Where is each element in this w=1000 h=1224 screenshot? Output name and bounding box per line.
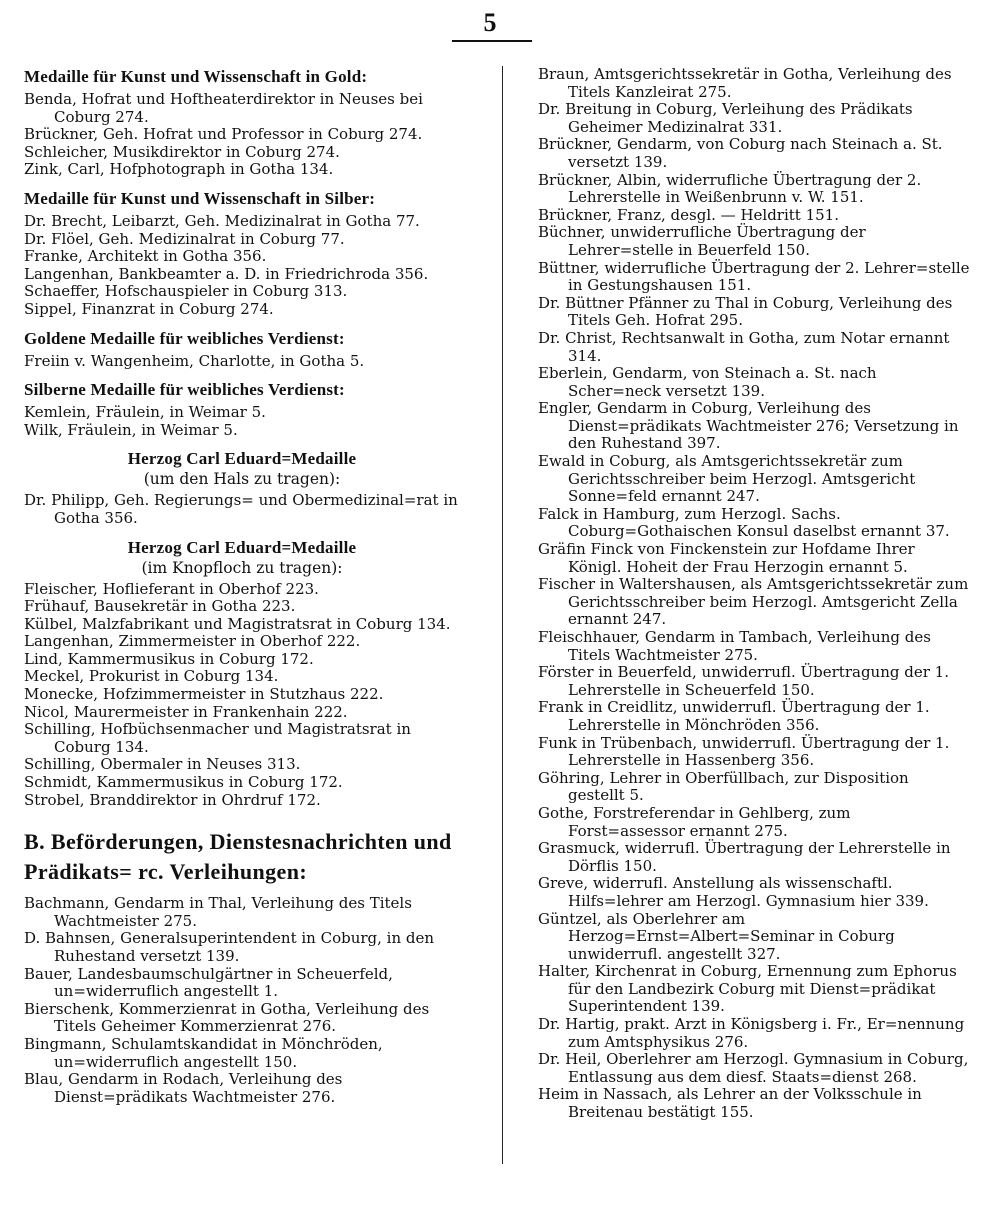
list-entry: Brückner, Franz, desgl. — Heldritt 151. <box>538 205 839 224</box>
list-entry: Dr. Christ, Rechtsanwalt in Gotha, zum Notar ernannt 314. <box>538 328 950 365</box>
list-entry: Halter, Kirchenrat in Coburg, Ernennung zum Ephorus für den Landbezirk Coburg mit Dienst=prädikat Superintendent 139. <box>538 962 957 1016</box>
page-number-rule <box>452 40 532 42</box>
section-heading-silver-female-merit: Silberne Medaille für weibliches Verdienst: <box>24 380 345 400</box>
list-entry: Zink, Carl, Hofphotograph in Gotha 134. <box>24 160 334 179</box>
list-entry: Dr. Philipp, Geh. Regierungs= und Obermedizinal=rat in Gotha 356. <box>24 491 458 527</box>
list-entry: Strobel, Branddirektor in Ohrdruf 172. <box>24 790 321 809</box>
page-number: 5 <box>483 8 497 37</box>
list-entry: Schaeffer, Hofschauspieler in Coburg 313. <box>24 282 348 301</box>
list-entry: D. Bahnsen, Generalsuperintendent in Coburg, in den Ruhestand versetzt 139. <box>24 929 435 965</box>
list-entry: Fischer in Waltershausen, als Amtsgerichtssekretär zum Gerichtsschreiber beim Herzogl. Amtsgericht Zella ernannt 247. <box>538 575 969 629</box>
list-entry: Braun, Amtsgerichtssekretär in Gotha, Verleihung des Titels Kanzleirat 275. <box>538 65 952 101</box>
list-entry: Langenhan, Zimmermeister in Oberhof 222. <box>24 632 361 651</box>
column-divider <box>502 66 503 1164</box>
list-entry: Frühauf, Bausekretär in Gotha 223. <box>24 597 296 616</box>
list-entry: Dr. Brecht, Leibarzt, Geh. Medizinalrat in Gotha 77. <box>24 211 420 230</box>
list-entry: Heim in Nassach, als Lehrer an der Volksschule in Breitenau bestätigt 155. <box>538 1085 922 1122</box>
list-entry: Blau, Gendarm in Rodach, Verleihung des Dienst=prädikats Wachtmeister 276. <box>24 1070 343 1106</box>
list-entry: Freiin v. Wangenheim, Charlotte, in Gotha 5. <box>24 351 365 370</box>
list-entry: Benda, Hofrat und Hoftheaterdirektor in Neuses bei Coburg 274. <box>24 90 423 126</box>
list-entry: Eberlein, Gendarm, von Steinach a. St. nach Scher=neck versetzt 139. <box>538 364 877 400</box>
list-entry: Schilling, Obermaler in Neuses 313. <box>24 755 301 774</box>
list-entry: Dr. Flöel, Geh. Medizinalrat in Coburg 77. <box>24 229 345 248</box>
right-column <box>538 66 970 1122</box>
list-entry: Dr. Breitung in Coburg, Verleihung des Prädikats Geheimer Medizinalrat 331. <box>538 100 913 136</box>
list-entry: Meckel, Prokurist in Coburg 134. <box>24 667 279 686</box>
list-entry: Fleischhauer, Gendarm in Tambach, Verleihung des Titels Wachtmeister 275. <box>538 628 931 664</box>
list-entry: Schleicher, Musikdirektor in Coburg 274. <box>24 142 340 161</box>
list-entry: Wilk, Fräulein, in Weimar 5. <box>24 420 238 439</box>
list-entry: Bierschenk, Kommerzienrat in Gotha, Verleihung des Titels Geheimer Kommerzienrat 276. <box>24 999 430 1036</box>
list-entry: Lind, Kammermusikus in Coburg 172. <box>24 649 314 668</box>
list-entry: Brückner, Geh. Hofrat und Professor in Coburg 274. <box>24 125 423 144</box>
list-entry: Falck in Hamburg, zum Herzogl. Sachs. Coburg=Gothaischen Konsul daselbst ernannt 37. <box>538 504 950 541</box>
list-entry: Brückner, Gendarm, von Coburg nach Steinach a. St. versetzt 139. <box>538 135 943 171</box>
list-entry: Dr. Heil, Oberlehrer am Herzogl. Gymnasium in Coburg, Entlassung aus dem diesf. Staats=dienst 268. <box>538 1050 969 1086</box>
list-entry: Dr. Büttner Pfänner zu Thal in Coburg, Verleihung des Titels Geh. Hofrat 295. <box>538 293 953 330</box>
list-entry: Güntzel, als Oberlehrer am Herzog=Ernst=Albert=Seminar in Coburg unwiderrufl. angestellt 327. <box>538 909 895 963</box>
section-title-b: B. Beförderungen, Dienstesnachrichten und Prädikats= rc. Verleihungen: <box>24 829 452 885</box>
list-entry: Förster in Beuerfeld, unwiderrufl. Übertragung der 1. Lehrerstelle in Scheuerfeld 150. <box>538 663 949 699</box>
list-entry: Bauer, Landesbaumschulgärtner in Scheuerfeld, un=widerruflich angestellt 1. <box>24 964 393 1001</box>
list-entry: Gräfin Finck von Finckenstein zur Hofdame Ihrer Königl. Hoheit der Frau Herzogin ernannt 5. <box>538 540 915 576</box>
list-entry: Ewald in Coburg, als Amtsgerichtssekretär zum Gerichtsschreiber beim Herzogl. Amtsgericht Sonne=feld ernannt 247. <box>538 452 916 506</box>
list-entry: Grasmuck, widerrufl. Übertragung der Lehrerstelle in Dörflis 150. <box>538 839 951 875</box>
list-entry: Büttner, widerrufliche Übertragung der 2. Lehrer=stelle in Gestungshausen 151. <box>538 258 970 295</box>
left-column <box>24 66 460 1106</box>
list-entry: Engler, Gendarm in Coburg, Verleihung des Dienst=prädikats Wachtmeister 276; Versetzung in den Ruhestand 397. <box>538 399 959 453</box>
list-entry: Franke, Architekt in Gotha 356. <box>24 247 267 266</box>
section-heading-gold-medal: Medaille für Kunst und Wissenschaft in Gold: <box>24 67 368 86</box>
section-heading-silver-medal: Medaille für Kunst und Wissenschaft in Silber: <box>24 188 376 208</box>
section-heading-gold-female-merit: Goldene Medaille für weibliches Verdienst: <box>24 328 345 348</box>
list-entry: Schilling, Hofbüchsenmacher und Magistratsrat in Coburg 134. <box>24 720 411 756</box>
list-entry: Greve, widerrufl. Anstellung als wissenschaftl. Hilfs=lehrer am Herzogl. Gymnasium hier 339. <box>538 874 929 910</box>
list-entry: Funk in Trübenbach, unwiderrufl. Übertragung der 1. Lehrerstelle in Hassenberg 356. <box>538 733 950 770</box>
list-entry: Kemlein, Fräulein, in Weimar 5. <box>24 403 266 422</box>
section-subheading: (um den Hals zu tragen): <box>143 470 341 489</box>
list-entry: Fleischer, Hoflieferant in Oberhof 223. <box>24 579 319 598</box>
section-heading-carl-eduard-medal-neck: Herzog Carl Eduard=Medaille <box>127 449 357 469</box>
list-entry: Göhring, Lehrer in Oberfüllbach, zur Disposition gestellt 5. <box>538 768 909 805</box>
list-entry: Nicol, Maurermeister in Frankenhain 222. <box>24 702 348 721</box>
list-entry: Monecke, Hofzimmermeister in Stutzhaus 222. <box>24 685 384 704</box>
list-entry: Langenhan, Bankbeamter a. D. in Friedrichroda 356. <box>24 264 429 283</box>
list-entry: Büchner, unwiderrufliche Übertragung der Lehrer=stelle in Beuerfeld 150. <box>538 223 866 259</box>
list-entry: Sippel, Finanzrat in Coburg 274. <box>24 299 274 318</box>
list-entry: Bingmann, Schulamtskandidat in Mönchröden, un=widerruflich angestellt 150. <box>24 1034 383 1071</box>
list-entry: Dr. Hartig, prakt. Arzt in Königsberg i. Fr., Er=nennung zum Amtsphysikus 276. <box>538 1015 965 1051</box>
list-entry: Brückner, Albin, widerrufliche Übertragung der 2. Lehrerstelle in Weißenbrunn v. W. 151. <box>538 170 922 207</box>
list-entry: Bachmann, Gendarm in Thal, Verleihung des Titels Wachtmeister 275. <box>24 894 412 930</box>
section-subheading: (im Knopfloch zu tragen): <box>141 558 343 577</box>
list-entry: Külbel, Malzfabrikant und Magistratsrat in Coburg 134. <box>24 614 451 633</box>
section-heading-carl-eduard-medal-buttonhole: Herzog Carl Eduard=Medaille <box>127 537 357 557</box>
list-entry: Gothe, Forstreferendar in Gehlberg, zum Forst=assessor ernannt 275. <box>538 803 851 840</box>
list-entry: Frank in Creidlitz, unwiderrufl. Übertragung der 1. Lehrerstelle in Mönchröden 356. <box>538 698 930 734</box>
list-entry: Schmidt, Kammermusikus in Coburg 172. <box>24 773 343 792</box>
